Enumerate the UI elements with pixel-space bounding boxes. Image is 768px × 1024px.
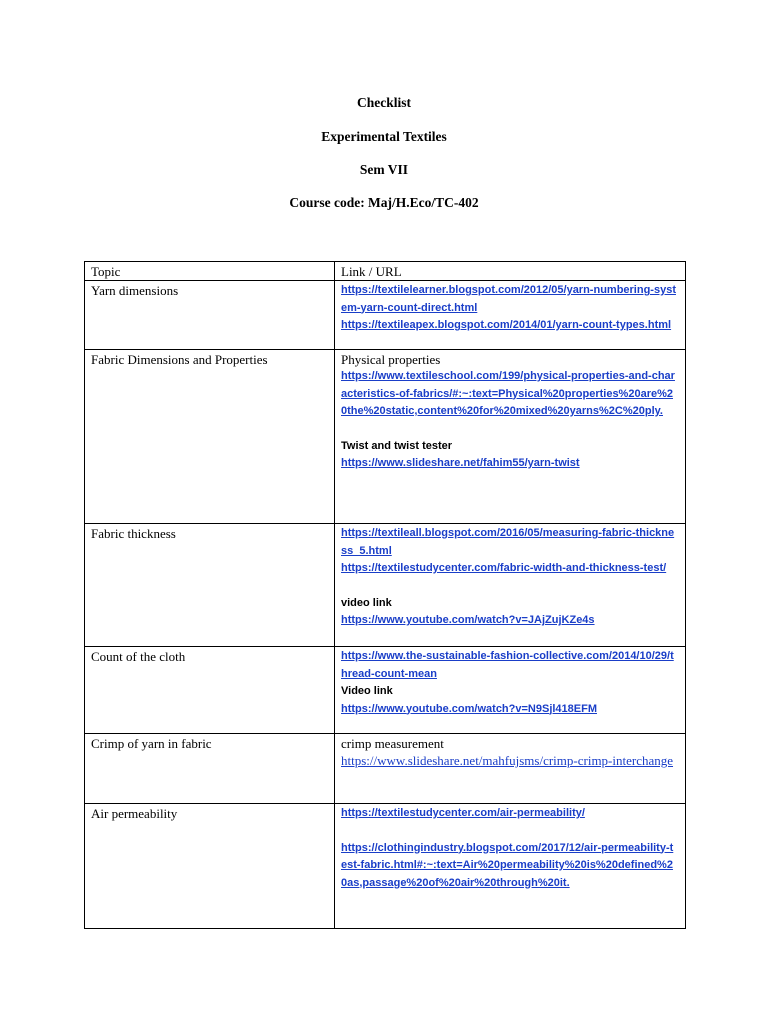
- checklist-table: [84, 261, 686, 929]
- header-link-url: Link / URL: [335, 262, 686, 281]
- table-row: [85, 804, 686, 929]
- link-label: Twist and twist tester: [341, 439, 453, 452]
- url-link[interactable]: https://textilelearner.blogspot.com/2012/05/yarn-numbering-system-yarn-count-direct.html: [341, 284, 676, 314]
- link-cell: [335, 281, 686, 350]
- table-row: [85, 734, 686, 804]
- document-title: Checklist: [357, 95, 411, 110]
- link-cell: [335, 734, 686, 804]
- table-row: [85, 281, 686, 350]
- url-link[interactable]: https://www.textileschool.com/199/physical-properties-and-characteristics-of-fabrics/#:~:text=Physical%20properties%20are%20the%20static,content%20for%20mixed%20yarns%2C%20ply.: [341, 370, 675, 417]
- link-label: Physical properties: [341, 352, 441, 367]
- url-link[interactable]: https://clothingindustry.blogspot.com/2017/12/air-permeability-test-fabric.html#:~:text=Air%20permeability%20is%20defined%20as,passage%20of%20air%20through%20it.: [341, 841, 674, 889]
- header-topic: Topic: [85, 262, 335, 281]
- topic-cell: Yarn dimensions: [85, 281, 335, 350]
- url-link[interactable]: https://textilestudycenter.com/air-permeability/: [341, 807, 585, 819]
- table-row: [85, 524, 686, 647]
- link-label: Video link: [341, 685, 393, 697]
- url-link[interactable]: https://textilestudycenter.com/fabric-width-and-thickness-test/: [341, 562, 667, 574]
- course-code: Course code: Maj/H.Eco/TC-402: [289, 195, 479, 210]
- link-cell: [335, 647, 686, 734]
- url-link[interactable]: https://www.the-sustainable-fashion-collective.com/2014/10/29/thread-count-mean: [341, 650, 674, 680]
- subject-title: Experimental Textiles: [321, 129, 447, 144]
- link-cell: [335, 804, 686, 929]
- table-row: [85, 350, 686, 524]
- url-link[interactable]: https://textileall.blogspot.com/2016/05/measuring-fabric-thickness_5.html: [341, 527, 675, 557]
- url-link[interactable]: https://www.slideshare.net/mahfujsms/crimp-crimp-interchange: [341, 753, 674, 768]
- url-link[interactable]: https://textileapex.blogspot.com/2014/01/yarn-count-types.html: [341, 319, 672, 331]
- topic-cell: Crimp of yarn in fabric: [85, 734, 335, 804]
- link-label: crimp measurement: [341, 736, 444, 751]
- link-cell: [335, 350, 686, 524]
- link-label: video link: [341, 596, 392, 609]
- url-link[interactable]: https://www.slideshare.net/fahim55/yarn-twist: [341, 457, 580, 469]
- table-row: [85, 647, 686, 734]
- topic-cell: Fabric Dimensions and Properties: [85, 350, 335, 524]
- url-link[interactable]: https://www.youtube.com/watch?v=JAjZujKZe4s: [341, 614, 595, 626]
- link-cell: [335, 524, 686, 647]
- topic-cell: Air permeability: [85, 804, 335, 929]
- table-header-row: [85, 262, 686, 281]
- semester: Sem VII: [359, 162, 409, 177]
- url-link[interactable]: https://www.youtube.com/watch?v=N9Sjl418EFM: [341, 702, 597, 715]
- topic-cell: Fabric thickness: [85, 524, 335, 647]
- topic-cell: Count of the cloth: [85, 647, 335, 734]
